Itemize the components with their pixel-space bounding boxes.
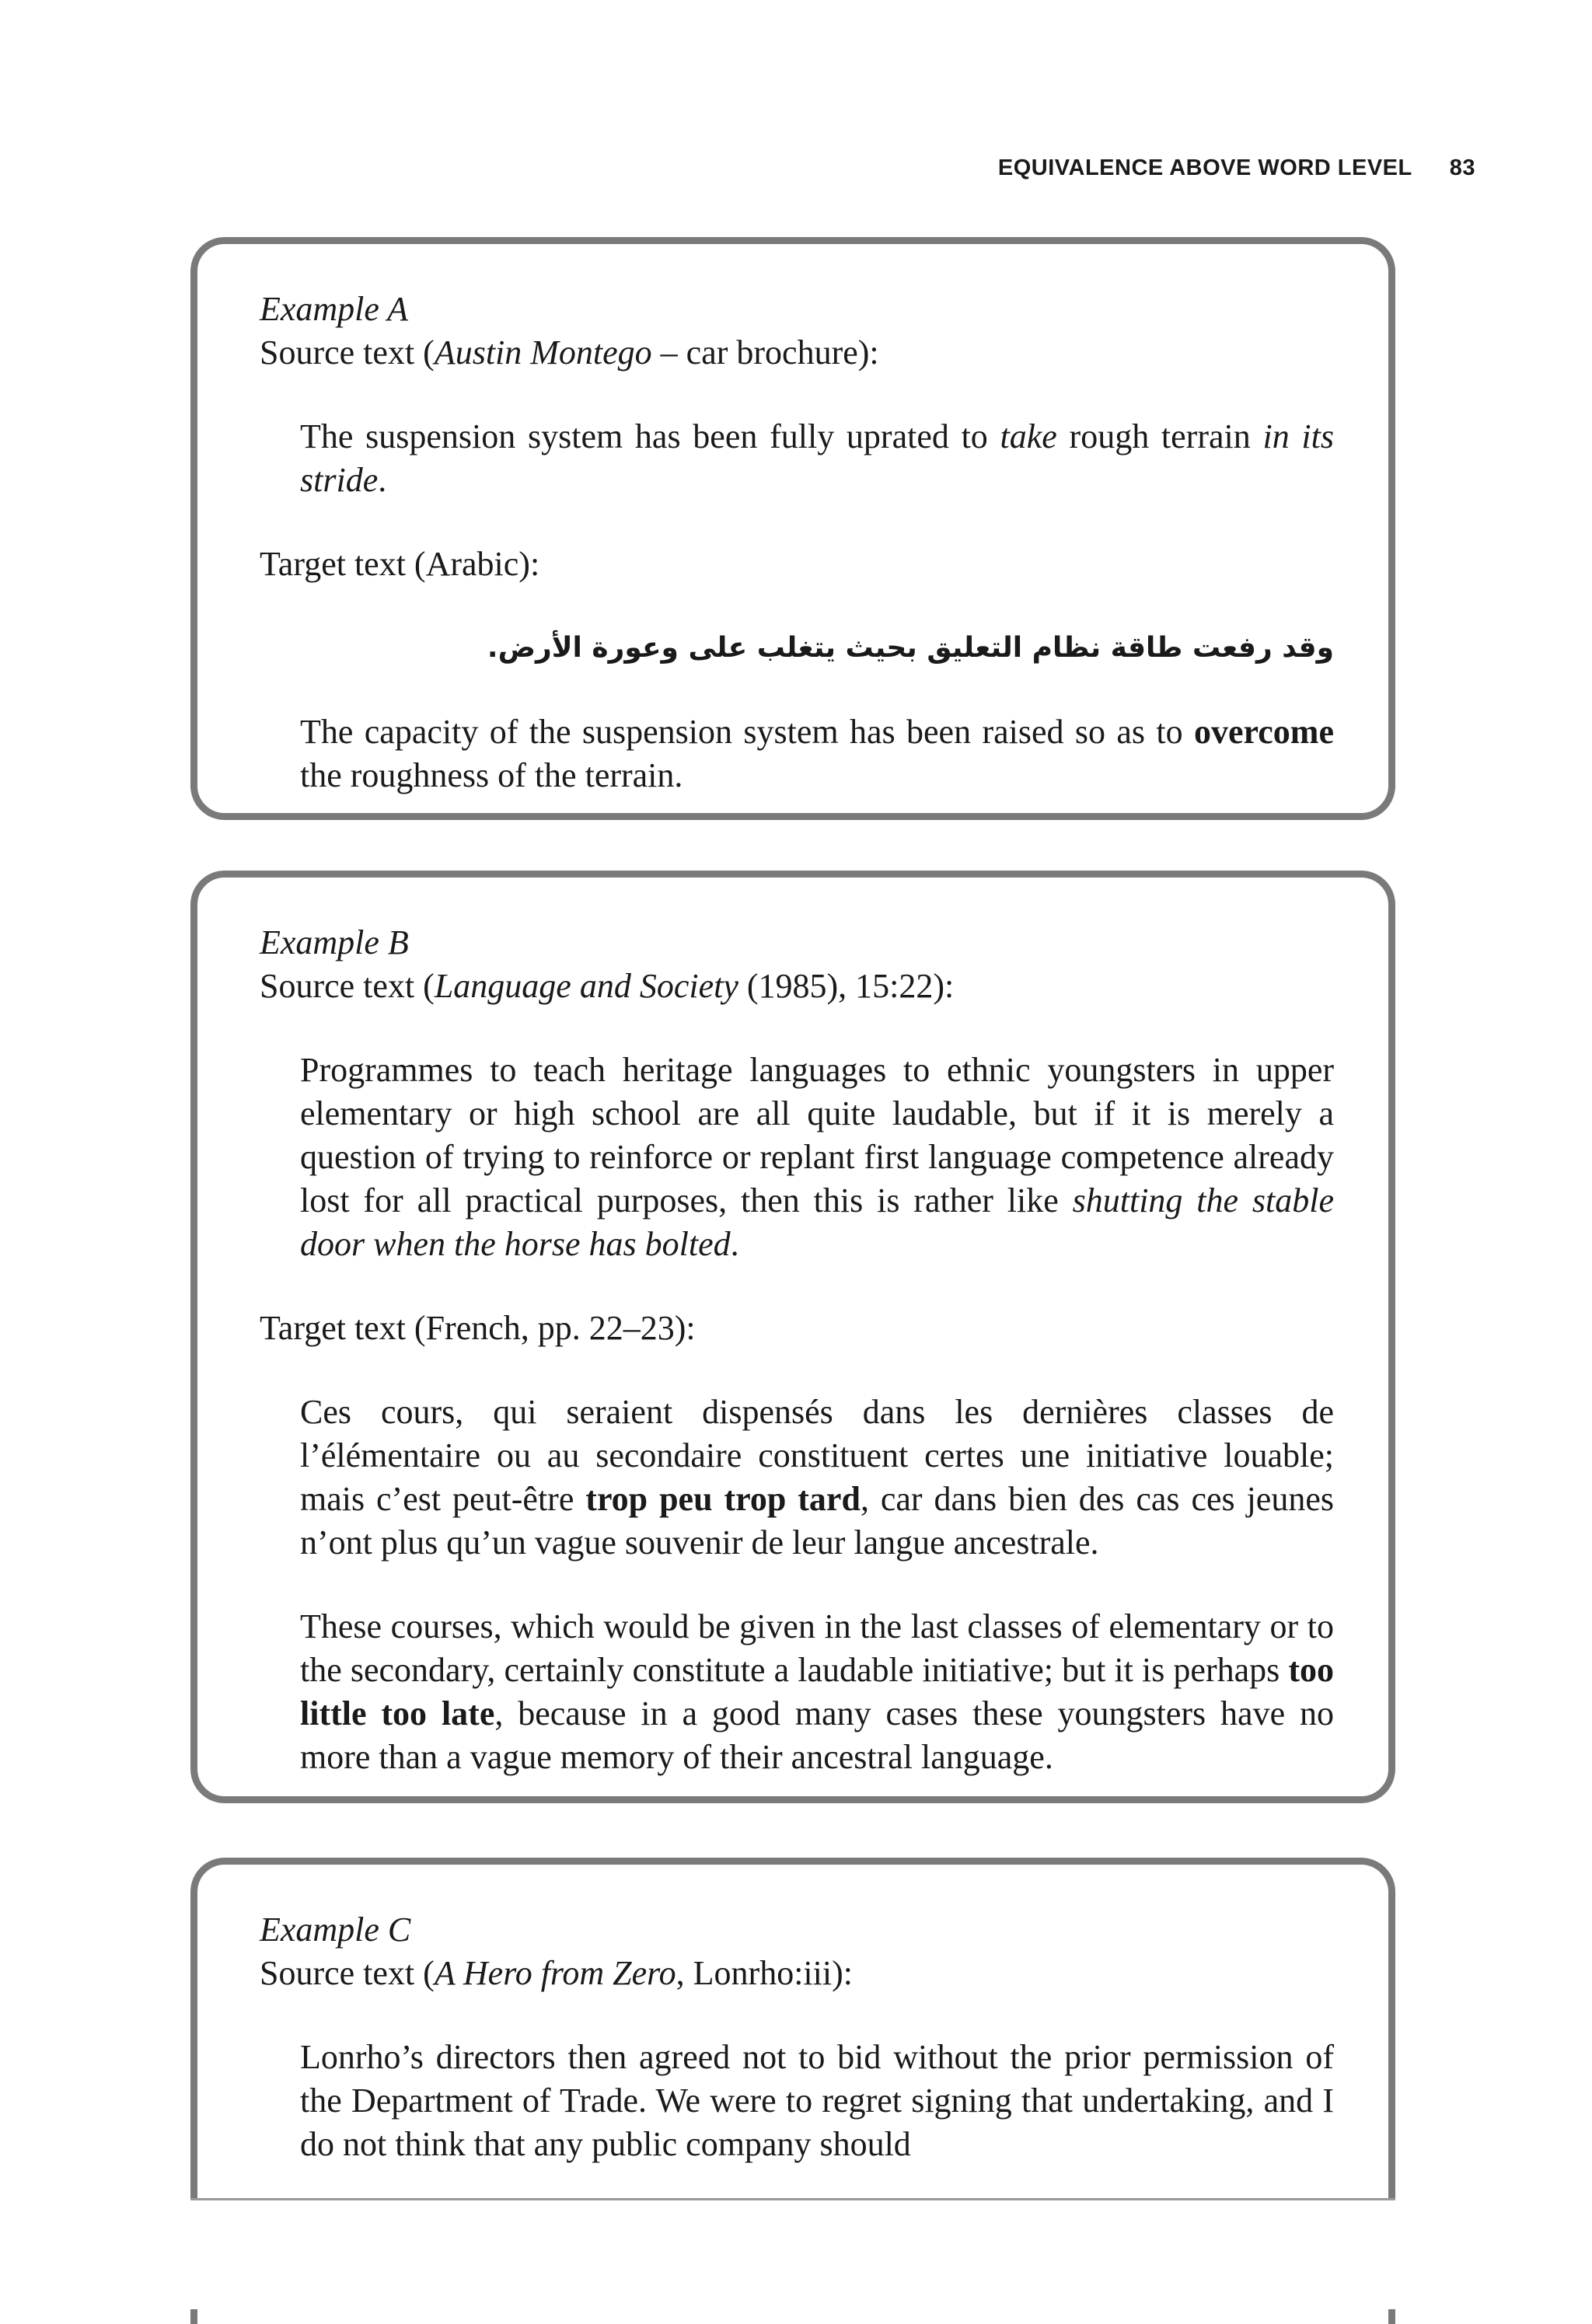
- example-b-target-label: Target text (French, pp. 22–23):: [260, 1309, 696, 1347]
- example-a-quote: The suspension system has been fully uprated to take rough terrain in its stride.: [300, 417, 1334, 499]
- example-a-arabic: وقد رفعت طاقة نظام التعليق بحيث يتغلب على وعورة الأرض.: [487, 632, 1334, 664]
- example-b-gloss: These courses, which would be given in the last classes of elementary or to the secondary, certainly constitute a laudable initiative; but it is perhaps too little too late, because in a good many cases these youngsters have no more than a vague memory of their ancestral language.: [300, 1607, 1334, 1776]
- example-b-source: Source text (Language and Society (1985), 15:22):: [260, 967, 955, 1005]
- example-a-label: Example A: [260, 290, 409, 328]
- example-a-source: Source text (Austin Montego – car brochure):: [260, 333, 879, 372]
- example-a-target-label: Target text (Arabic):: [260, 545, 540, 583]
- running-title: EQUIVALENCE ABOVE WORD LEVEL: [997, 155, 1412, 180]
- example-c-source: Source text (A Hero from Zero, Lonrho:iii):: [260, 1954, 853, 1992]
- page-cut-line: [190, 2198, 1395, 2200]
- example-c-label: Example C: [260, 1910, 411, 1949]
- example-c-quote: Lonrho’s directors then agreed not to bid without the prior permission of the Department of Trade. We were to regret signing that undertaking, and I do not think that any public company should: [300, 2038, 1334, 2163]
- page-bottom-mask: [0, 2200, 1592, 2309]
- example-b-label: Example B: [260, 923, 409, 961]
- page-number: 83: [1449, 155, 1475, 180]
- example-b-quote: Programmes to teach heritage languages to ethnic youngsters in upper elementary or high school are all quite laudable, but if it is merely a question of trying to reinforce or replant first language competence already lost for all practical purposes, then this is rather like shutting the stable door when the horse has bolted.: [300, 1051, 1335, 1263]
- example-b-french: Ces cours, qui seraient dispensés dans les dernières classes de l’élémentaire ou au secondaire constituent certes une initiative louable; mais c’est peut-être trop peu trop tard, car dans bien des cas ces jeunes n’ont plus qu’un vague souvenir de leur langue ancestrale.: [300, 1393, 1334, 1562]
- example-b-box: [190, 871, 1395, 1803]
- example-a-gloss: The capacity of the suspension system has been raised so as to overcome the roughness of the terrain.: [300, 713, 1334, 794]
- running-head: [998, 155, 1475, 181]
- example-a-box: [190, 237, 1395, 820]
